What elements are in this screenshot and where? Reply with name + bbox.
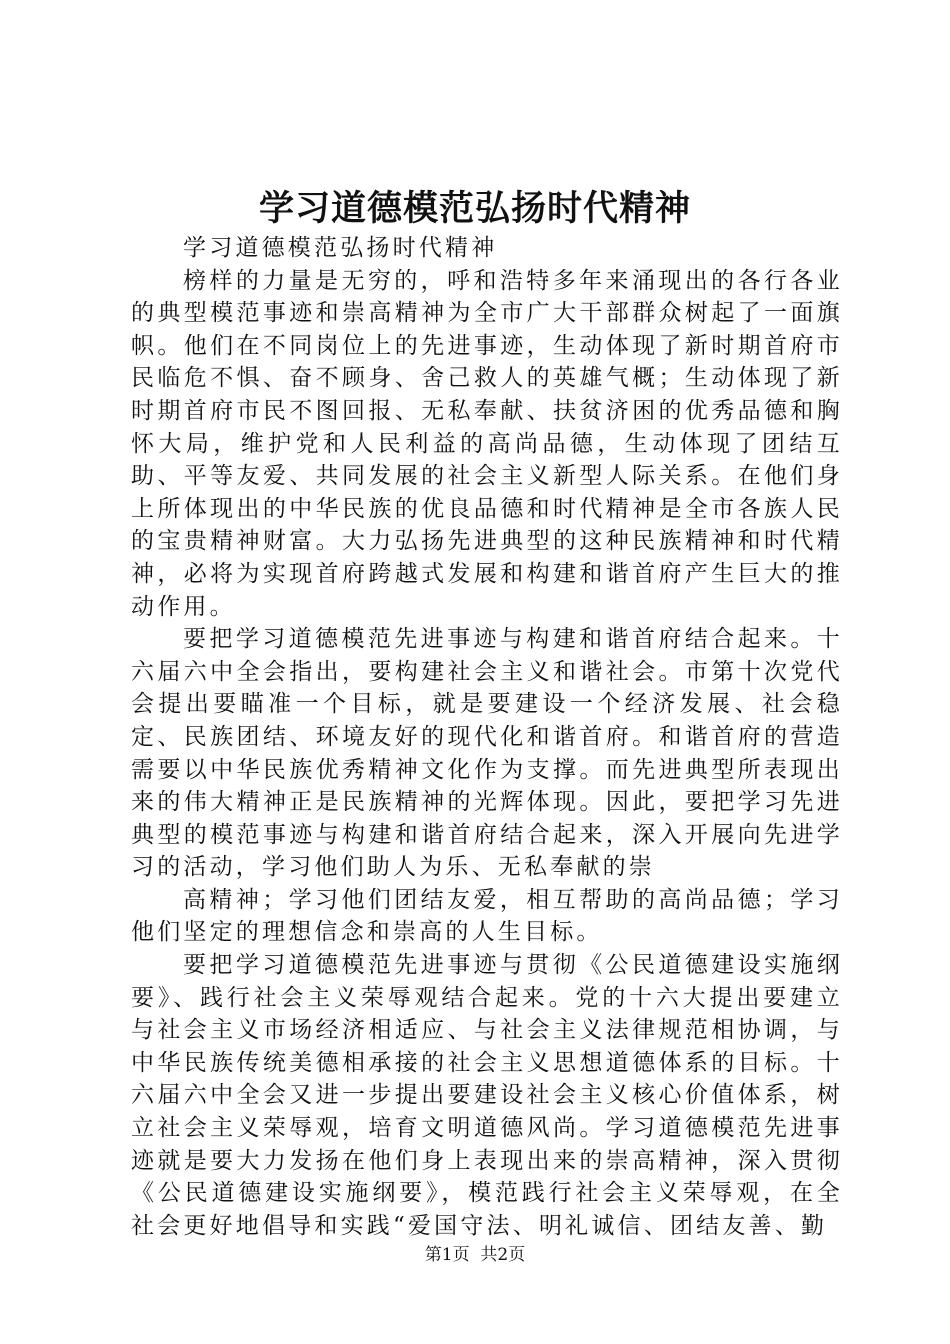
body-paragraph: 高精神；学习他们团结友爱，相互帮助的高尚品德；学习他们坚定的理想信念和崇高的人生目标。 (131, 886, 843, 946)
body-paragraph-subtitle: 学习道德模范弘扬时代精神 (183, 235, 498, 261)
page-number-footer (0, 1243, 950, 1267)
document-title: 学习道德模范弘扬时代精神 (258, 188, 691, 229)
page-number-label: 第1页 共2页 (424, 1245, 526, 1265)
document-body (131, 232, 843, 1242)
body-paragraph: 榜样的力量是无穷的，呼和浩特多年来涌现出的各行各业的典型模范事迹和崇高精神为全市广大干部群众树起了一面旗帜。他们在不同岗位上的先进事迹，生动体现了新时期首府市民临危不惧、奋不顾身、舍己救人的英雄气概；生动体现了新时期首府市民不图回报、无私奉献、扶贫济困的优秀品德和胸怀大局，维护党和人民利益的高尚品德，生动体现了团结互助、平等友爱、共同发展的社会主义新型人际关系。在他们身上所体现出的中华民族的优良品德和时代精神是全市各族人民的宝贵精神财富。大力弘扬先进典型的这种民族精神和时代精神，必将为实现首府跨越式发展和构建和谐首府产生巨大的推动作用。 (131, 267, 843, 620)
body-paragraph: 要把学习道德模范先进事迹与贯彻《公民道德建设实施纲要》、践行社会主义荣辱观结合起来。党的十六大提出要建立与社会主义市场经济相适应、与社会主义法律规范相协调，与中华民族传统美德相承接的社会主义思想道德体系的目标。十六届六中全会又进一步提出要建设社会主义核心价值体系，树立社会主义荣辱观，培育文明道德风尚。学习道德模范先进事迹就是要大力发扬在他们身上表现出来的崇高精神，深入贯彻《公民道德建设实施纲要》，模范践行社会主义荣辱观，在全社会更好地倡导和实践“爱国守法、明礼诚信、团结友善、勤 (131, 952, 843, 1239)
body-paragraph: 要把学习道德模范先进事迹与构建和谐首府结合起来。十六届六中全会指出，要构建社会主义和谐社会。市第十次党代会提出要瞄准一个目标，就是要建设一个经济发展、社会稳定、民族团结、环境友好的现代化和谐首府。和谐首府的营造需要以中华民族优秀精神文化作为支撑。而先进典型所表现出来的伟大精神正是民族精神的光辉体现。因此，要把学习先进典型的模范事迹与构建和谐首府结合起来，深入开展向先进学习的活动，学习他们助人为乐、无私奉献的崇 (131, 626, 843, 881)
